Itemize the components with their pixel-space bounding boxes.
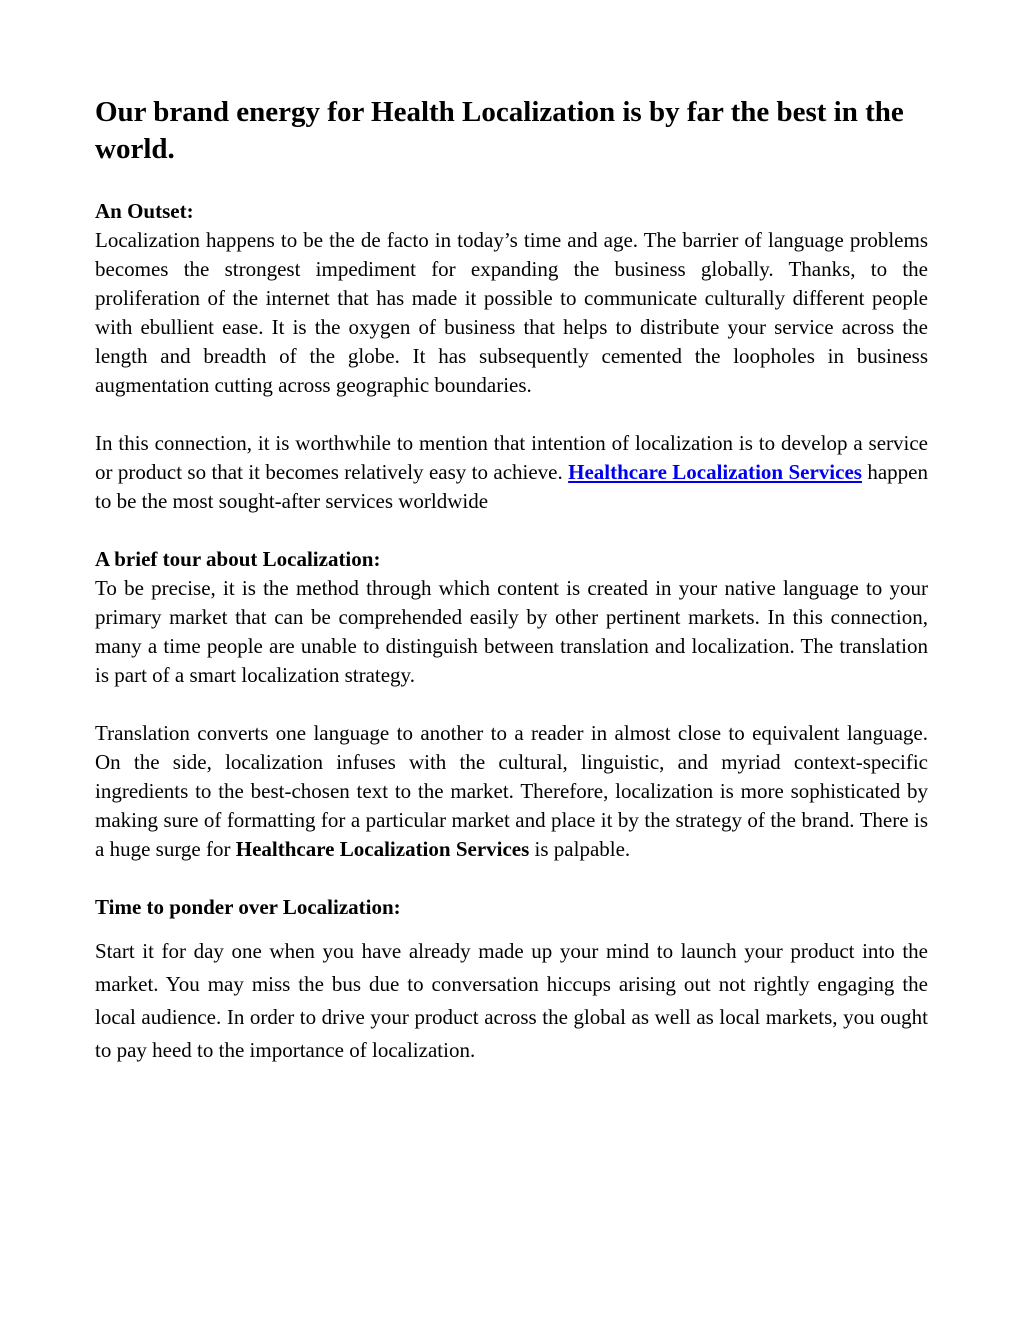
connection-text-before: In this connection, it is worthwhile to mention that intention of localization is to develop a service or product so that it becomes relatively easy to achieve. <box>95 431 928 484</box>
paragraph-translation <box>95 719 928 864</box>
section-ponder <box>95 893 928 1067</box>
paragraph-spacer <box>95 690 928 719</box>
section-brief-tour <box>95 545 928 690</box>
paragraph-ponder: Start it for day one when you have already made up your mind to launch your product into the market. You may miss the bus due to conversation hiccups arising out not rightly engaging the local audience. In order to drive your product across the global as well as local markets, you ought to pay heed to the importance of localization. <box>95 939 928 1062</box>
paragraph-spacer <box>95 864 928 893</box>
healthcare-localization-bold: Healthcare Localization Services <box>235 837 530 861</box>
paragraph-brief-tour: To be precise, it is the method through which content is created in your native language to your primary market that can be comprehended easily by other pertinent markets. In this connection, many a time people are unable to distinguish between translation and localization. The translation is part of a smart localization strategy. <box>95 576 928 687</box>
paragraph-spacer <box>95 516 928 545</box>
paragraph-spacer <box>95 400 928 429</box>
paragraph-outset: Localization happens to be the de facto in today’s time and age. The barrier of language problems becomes the strongest impediment for expanding the business globally. Thanks, to the proliferation of the internet that has made it possible to communicate culturally different people with ebullient ease. It is the oxygen of business that helps to distribute your service across the length and breadth of the globe. It has subsequently cemented the loopholes in business augmentation cutting across geographic boundaries. <box>95 228 928 397</box>
document-title: Our brand energy for Health Localization is by far the best in the world. <box>95 96 904 165</box>
paragraph-connection <box>95 429 928 516</box>
healthcare-localization-link[interactable]: Healthcare Localization Services <box>568 460 862 484</box>
section-connection <box>95 429 928 516</box>
connection-text-after: happen to be the most sought-after services worldwide <box>95 460 928 513</box>
document-page <box>95 94 928 1067</box>
heading-spacer <box>95 922 928 935</box>
section-outset <box>95 197 928 400</box>
section-heading-ponder: Time to ponder over Localization: <box>95 895 401 919</box>
translation-text-after: is palpable. <box>529 837 631 861</box>
section-translation <box>95 719 928 864</box>
section-heading-outset: An Outset: <box>95 199 194 223</box>
translation-text-before: Translation converts one language to another to a reader in almost close to equivalent language. On the side, localization infuses with the cultural, linguistic, and myriad context-specific ingredients to the best-chosen text to the market. Therefore, localization is more sophisticated by making sure of formatting for a particular market and place it by the strategy of the brand. There is a huge surge for <box>95 721 928 861</box>
section-heading-brief-tour: A brief tour about Localization: <box>95 547 381 571</box>
